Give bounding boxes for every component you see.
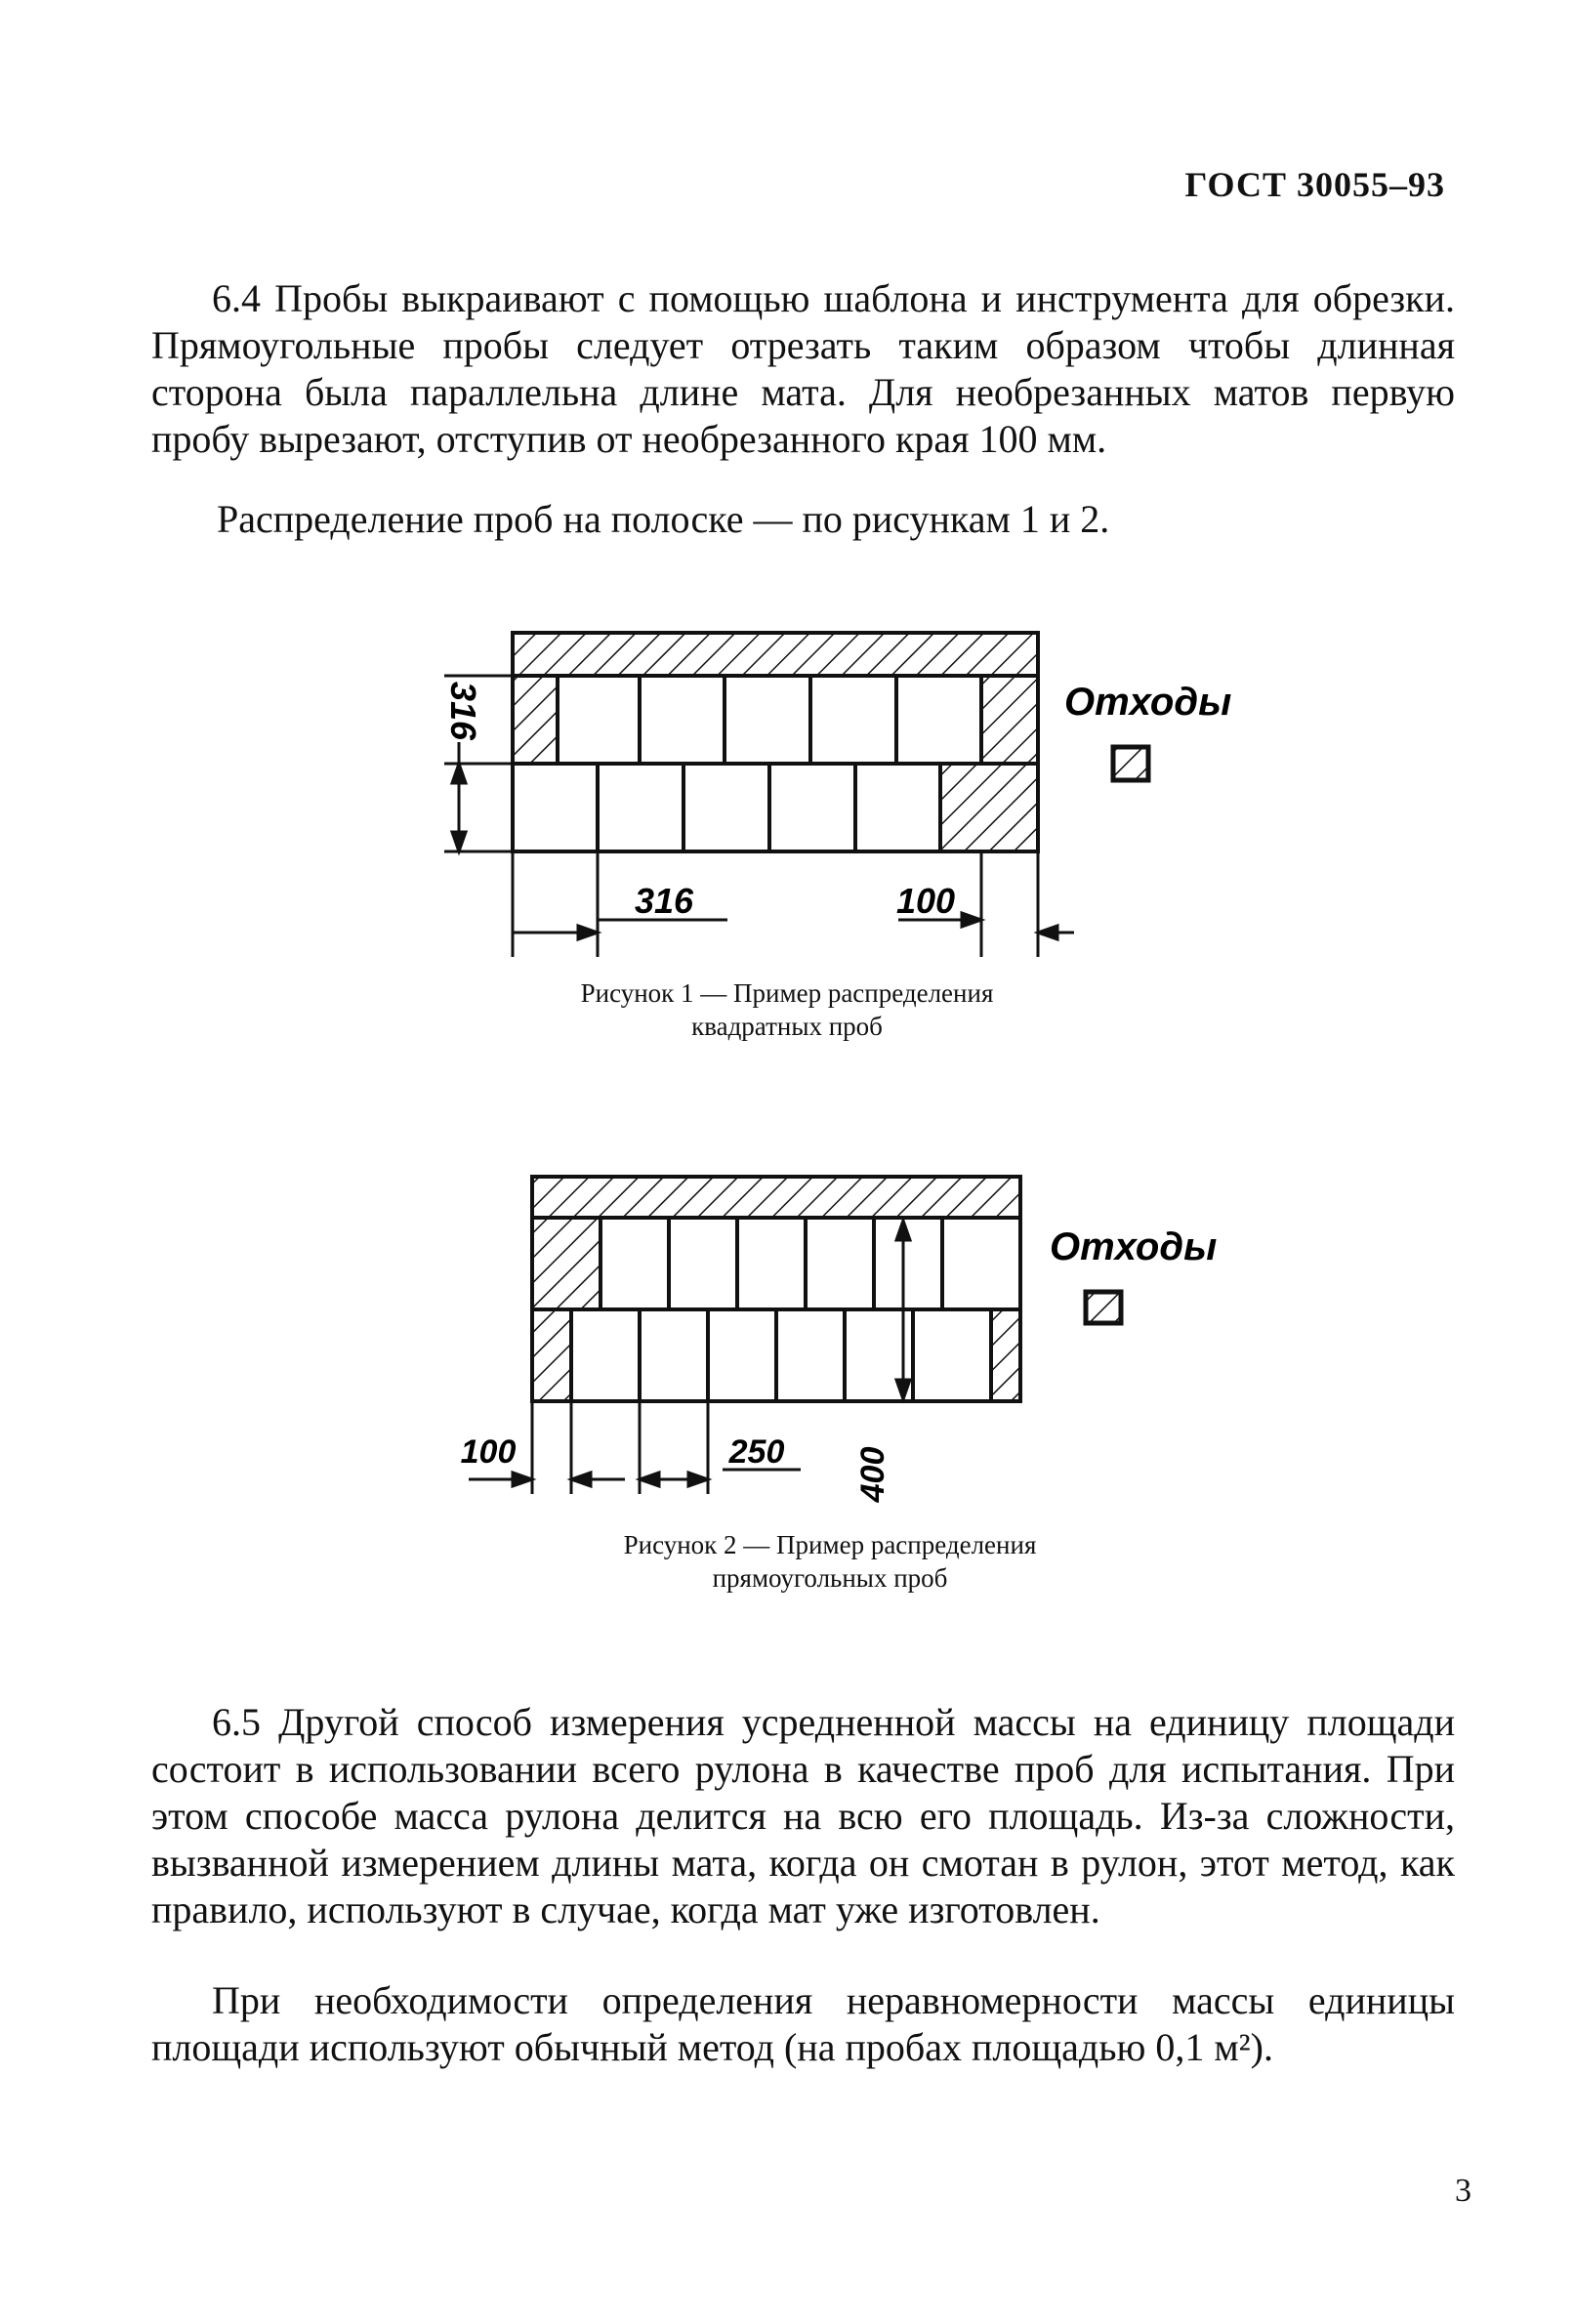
document-header: ГОСТ 30055–93	[1184, 165, 1445, 204]
fig2-legend-label: Отходы	[1050, 1225, 1218, 1268]
figure-1-caption-line2: квадратных проб	[691, 1012, 883, 1041]
fig1-waste-left	[513, 676, 558, 764]
fig2-waste-left-top	[532, 1218, 601, 1309]
paragraph-6-4: 6.4 Пробы выкраивают с помощью шаблона и инструмента для обрезки. Прямоугольные пробы следует отрезать таким образом чтобы длинная сторона была параллельна длине мата. Для необрезанных матов первую пробу вырезают, отступив от необрезанного края 100 мм.	[151, 276, 1455, 461]
page-number: 3	[1455, 2173, 1471, 2209]
fig2-dim-offset: 100	[460, 1433, 517, 1471]
fig1-legend-label: Отходы	[1064, 681, 1232, 724]
figure-2-caption	[391, 1528, 1269, 1595]
fig1-dim-offset: 100	[895, 881, 956, 921]
fig2-waste-right-bottom	[991, 1309, 1020, 1401]
paragraph-6-5-uniformity: При необходимости определения неравномерности массы единицы площади используют обычный метод (на пробах площадью 0,1 м²).	[151, 1978, 1455, 2069]
fig1-legend-swatch	[1113, 747, 1148, 780]
paragraph-6-4-distribution: Распределение проб на полоске — по рисункам 1 и 2.	[217, 497, 1110, 541]
figure-2-caption-line1: Рисунок 2 — Пример распределения	[623, 1530, 1037, 1559]
fig2-dim-width: 250	[728, 1433, 785, 1471]
fig2-legend-swatch	[1086, 1292, 1121, 1323]
figure-1-diagram	[0, 0, 1574, 976]
fig1-waste-right-top	[981, 676, 1038, 764]
fig2-waste-left-bottom	[532, 1309, 571, 1401]
figure-1-caption	[348, 976, 1226, 1043]
fig2-dim-height: 400	[854, 1446, 891, 1503]
paragraph-6-5: 6.5 Другой способ измерения усредненной массы на единицу площади состоит в использовании всего рулона в качестве проб для испытания. При этом способе масса рулона делится на всю его площадь. Из-за сложности, вызванной измерением длины мата, когда он смотан в рулон, этот метод, как правило, используют в случае, когда мат уже изготовлен.	[151, 1700, 1455, 1931]
figure-1-caption-line1: Рисунок 1 — Пример распределения	[580, 978, 994, 1008]
fig2-waste-strip	[532, 1177, 1020, 1218]
figure-2-caption-line2: прямоугольных проб	[712, 1563, 948, 1593]
fig1-waste-right-bottom	[940, 764, 1038, 851]
fig1-dim-height: 316	[443, 681, 483, 741]
fig1-dim-width: 316	[634, 881, 694, 921]
fig1-waste-strip	[513, 633, 1038, 676]
